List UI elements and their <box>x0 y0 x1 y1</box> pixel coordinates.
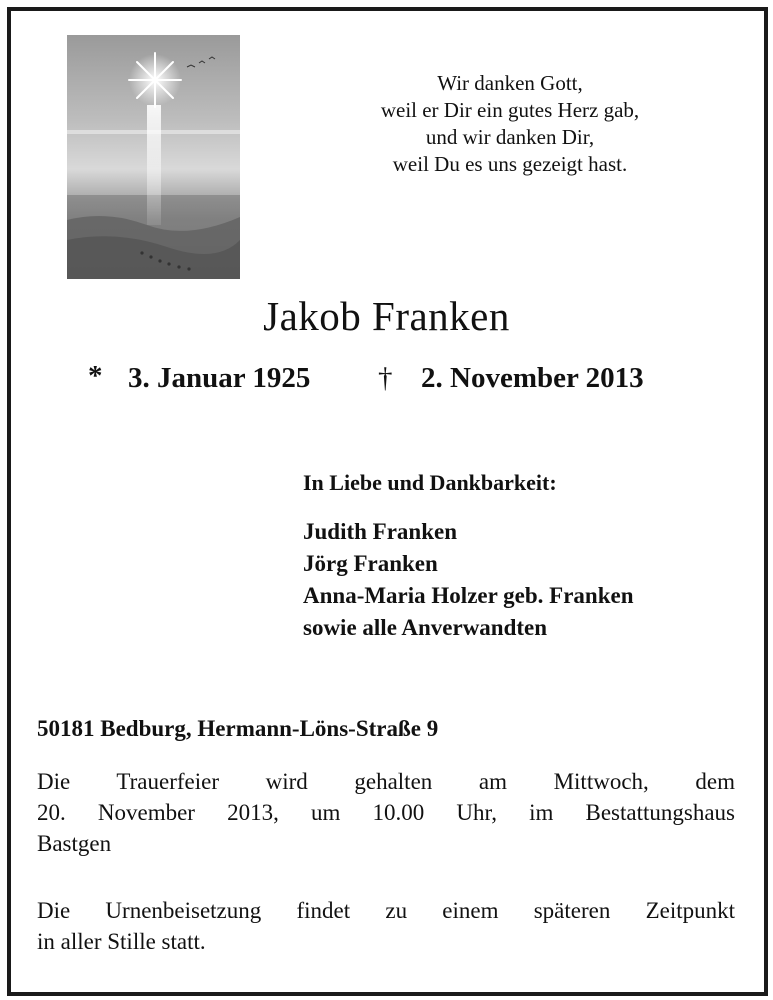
death-symbol: † <box>378 362 393 394</box>
sunset-sea-image <box>67 35 240 279</box>
deceased-name: Jakob Franken <box>263 293 510 339</box>
family-address: 50181 Bedburg, Hermann-Löns-Straße 9 <box>37 716 439 741</box>
death-date: 2. November 2013 <box>421 362 644 394</box>
birth-symbol: * <box>88 360 103 392</box>
mourner-name: Jörg Franken <box>303 551 438 576</box>
sunset-sea-illustration <box>67 35 240 279</box>
burial-info <box>37 895 735 957</box>
burial-line: Die Urnenbeisetzung findet zu einem späteren Zeitpunkt <box>37 898 735 923</box>
memorial-quote <box>300 70 720 178</box>
burial-line: in aller Stille statt. <box>37 929 206 954</box>
funeral-line: Die Trauerfeier wird gehalten am Mittwoch, dem <box>37 769 735 794</box>
mourner-name: Judith Franken <box>303 519 458 544</box>
birth-date: 3. Januar 1925 <box>128 362 311 394</box>
mourners-heading: In Liebe und Dankbarkeit: <box>303 470 557 495</box>
funeral-line: Bastgen <box>37 831 112 856</box>
quote-line: Wir danken Gott, <box>437 71 583 95</box>
quote-line: weil er Dir ein gutes Herz gab, <box>380 98 640 122</box>
quote-line: weil Du es uns gezeigt hast. <box>392 152 628 176</box>
funeral-info <box>37 766 735 859</box>
funeral-line: 20. November 2013, um 10.00 Uhr, im Bestattungshaus <box>37 800 735 825</box>
quote-line: und wir danken Dir, <box>425 125 595 149</box>
mourner-name: sowie alle Anverwandten <box>303 615 548 640</box>
mourner-name: Anna-Maria Holzer geb. Franken <box>303 583 634 608</box>
mourners-list <box>303 516 634 644</box>
